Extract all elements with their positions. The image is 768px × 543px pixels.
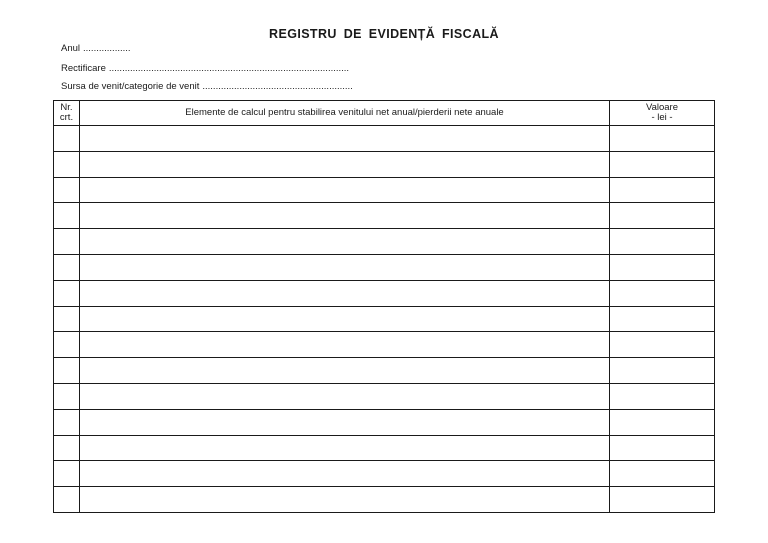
table-row	[54, 306, 715, 332]
column-header-currency-line: - lei -	[651, 112, 673, 123]
row-value-cell[interactable]	[610, 332, 715, 358]
row-value-cell[interactable]	[610, 409, 715, 435]
table-row	[54, 254, 715, 280]
row-value-cell[interactable]	[610, 306, 715, 332]
correction-label: Rectificare	[61, 63, 106, 74]
column-header-nr-line: Nr.	[60, 102, 73, 113]
row-element-cell[interactable]	[80, 280, 610, 306]
row-element-cell[interactable]	[80, 487, 610, 513]
table-row	[54, 229, 715, 255]
row-element-cell[interactable]	[80, 435, 610, 461]
row-number-cell[interactable]	[54, 487, 80, 513]
table-row	[54, 435, 715, 461]
column-header-value-line: Valoare	[645, 102, 679, 113]
row-value-cell[interactable]	[610, 461, 715, 487]
row-value-cell[interactable]	[610, 229, 715, 255]
row-element-cell[interactable]	[80, 383, 610, 409]
table-row	[54, 177, 715, 203]
income-source-blank[interactable]: .........................................................	[202, 81, 353, 92]
row-element-cell[interactable]	[80, 254, 610, 280]
correction-field	[61, 63, 349, 74]
year-field	[61, 43, 131, 54]
income-source-field	[61, 81, 353, 92]
table-row	[54, 203, 715, 229]
row-value-cell[interactable]	[610, 358, 715, 384]
table-row	[54, 358, 715, 384]
row-value-cell[interactable]	[610, 177, 715, 203]
column-header-crt-line: crt.	[59, 112, 74, 123]
table-row	[54, 151, 715, 177]
row-element-cell[interactable]	[80, 332, 610, 358]
row-number-cell[interactable]	[54, 409, 80, 435]
row-number-cell[interactable]	[54, 461, 80, 487]
column-header-nr-crt	[54, 101, 80, 126]
row-value-cell[interactable]	[610, 487, 715, 513]
row-number-cell[interactable]	[54, 254, 80, 280]
table-header-row	[54, 101, 715, 126]
year-blank[interactable]: ..................	[83, 43, 131, 54]
table-row	[54, 280, 715, 306]
row-element-cell[interactable]	[80, 126, 610, 152]
correction-blank[interactable]: ...........................................................................................	[108, 63, 350, 74]
row-element-cell[interactable]	[80, 306, 610, 332]
row-number-cell[interactable]	[54, 280, 80, 306]
row-value-cell[interactable]	[610, 435, 715, 461]
row-value-cell[interactable]	[610, 254, 715, 280]
table-row	[54, 461, 715, 487]
row-value-cell[interactable]	[610, 383, 715, 409]
row-number-cell[interactable]	[54, 383, 80, 409]
row-number-cell[interactable]	[54, 177, 80, 203]
row-number-cell[interactable]	[54, 126, 80, 152]
row-number-cell[interactable]	[54, 229, 80, 255]
row-number-cell[interactable]	[54, 203, 80, 229]
table-row	[54, 332, 715, 358]
row-element-cell[interactable]	[80, 229, 610, 255]
year-label: Anul	[61, 43, 81, 54]
row-value-cell[interactable]	[610, 126, 715, 152]
row-element-cell[interactable]	[80, 461, 610, 487]
row-element-cell[interactable]	[80, 358, 610, 384]
column-header-value	[610, 101, 715, 126]
row-number-cell[interactable]	[54, 151, 80, 177]
row-number-cell[interactable]	[54, 306, 80, 332]
row-value-cell[interactable]	[610, 280, 715, 306]
income-source-label: Sursa de venit/categorie de venit	[61, 81, 200, 92]
table-row	[54, 126, 715, 152]
row-number-cell[interactable]	[54, 358, 80, 384]
row-element-cell[interactable]	[80, 203, 610, 229]
row-element-cell[interactable]	[80, 151, 610, 177]
row-number-cell[interactable]	[54, 435, 80, 461]
page-title: REGISTRU DE EVIDENȚĂ FISCALĂ	[269, 27, 499, 41]
table-row	[54, 409, 715, 435]
row-value-cell[interactable]	[610, 151, 715, 177]
row-number-cell[interactable]	[54, 332, 80, 358]
table-row	[54, 487, 715, 513]
table-row	[54, 383, 715, 409]
row-element-cell[interactable]	[80, 177, 610, 203]
fiscal-register-table	[53, 100, 715, 513]
row-element-cell[interactable]	[80, 409, 610, 435]
table-body	[54, 126, 715, 513]
column-header-elements: Elemente de calcul pentru stabilirea venitului net anual/pierderii nete anuale	[80, 101, 610, 126]
row-value-cell[interactable]	[610, 203, 715, 229]
